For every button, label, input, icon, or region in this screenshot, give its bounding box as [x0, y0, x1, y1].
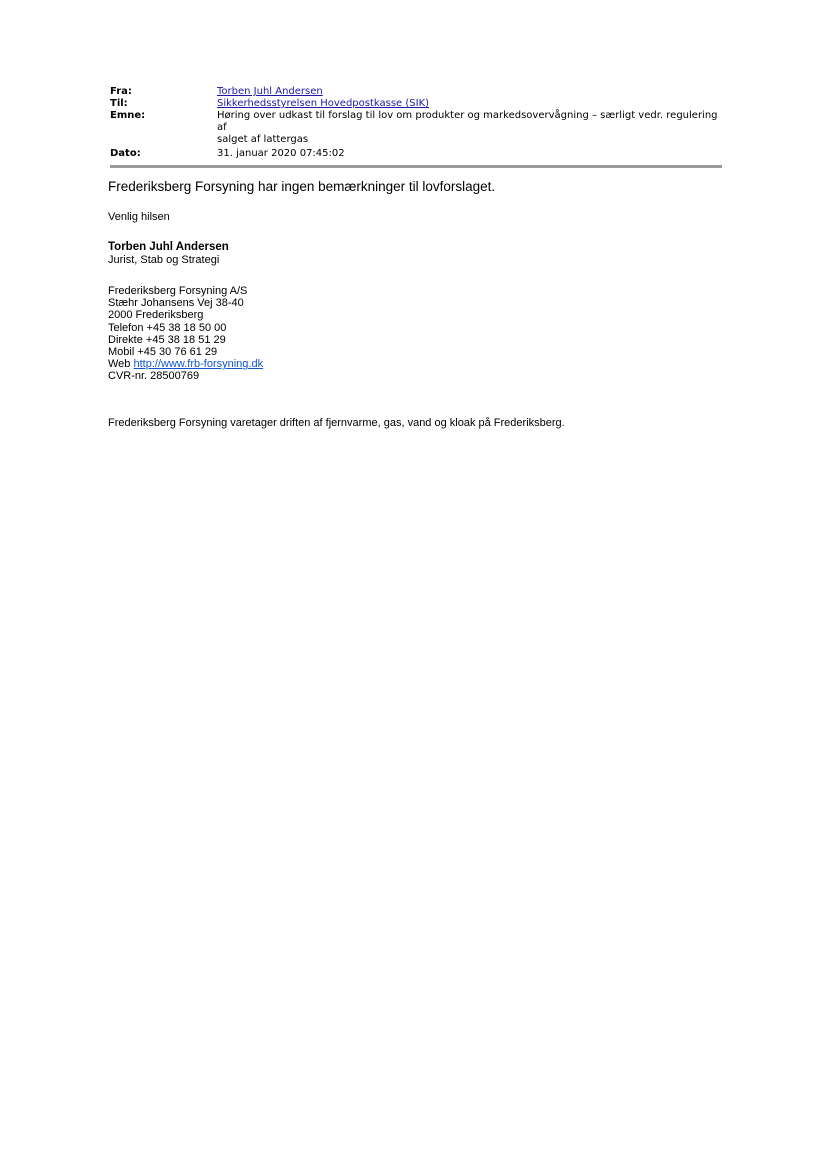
- date-label: Dato:: [110, 148, 141, 159]
- email-header: [110, 86, 722, 160]
- signature-block: [108, 241, 229, 267]
- date-row: [110, 148, 722, 160]
- company-web-row: [108, 358, 263, 370]
- web-label: Web: [108, 358, 131, 371]
- to-label: Til:: [110, 98, 128, 109]
- company-city: 2000 Frederiksberg: [108, 309, 204, 322]
- to-row: [110, 98, 722, 110]
- lead-paragraph: Frederiksberg Forsyning har ingen bemærkninger til lovforslaget.: [108, 179, 496, 194]
- subject-value: [217, 110, 722, 146]
- company-street: Stæhr Johansens Vej 38-40: [108, 297, 244, 310]
- footer-note: Frederiksberg Forsyning varetager driften af fjernvarme, gas, vand og kloak på Frederiksberg.: [108, 417, 565, 429]
- company-mobile: Mobil +45 30 76 61 29: [108, 346, 218, 359]
- company-block: [108, 285, 263, 383]
- company-phone: Telefon +45 38 18 50 00: [108, 321, 227, 334]
- company-direct-phone: Direkte +45 38 18 51 29: [108, 333, 226, 346]
- header-divider: [110, 165, 722, 168]
- from-link[interactable]: Torben Juhl Andersen: [217, 86, 323, 97]
- subject-row: [110, 110, 722, 146]
- subject-line-2: salget af lattergas: [217, 134, 309, 145]
- company-name: Frederiksberg Forsyning A/S: [108, 285, 248, 297]
- subject-label: Emne:: [110, 110, 146, 121]
- from-label: Fra:: [110, 86, 132, 97]
- signature-name: Torben Juhl Andersen: [108, 241, 229, 253]
- web-link[interactable]: http://www.frb-forsyning.dk: [133, 358, 264, 371]
- signature-title: Jurist, Stab og Strategi: [108, 254, 220, 266]
- date-value: 31. januar 2020 07:45:02: [217, 148, 345, 159]
- from-row: [110, 86, 722, 98]
- greeting: Venlig hilsen: [108, 211, 170, 223]
- company-cvr: CVR-nr. 28500769: [108, 370, 200, 383]
- to-link[interactable]: Sikkerhedsstyrelsen Hovedpostkasse (SIK): [217, 98, 430, 109]
- subject-line-1: Høring over udkast til forslag til lov om produkter og markedsovervågning – særligt vedr. regulering af: [217, 110, 718, 133]
